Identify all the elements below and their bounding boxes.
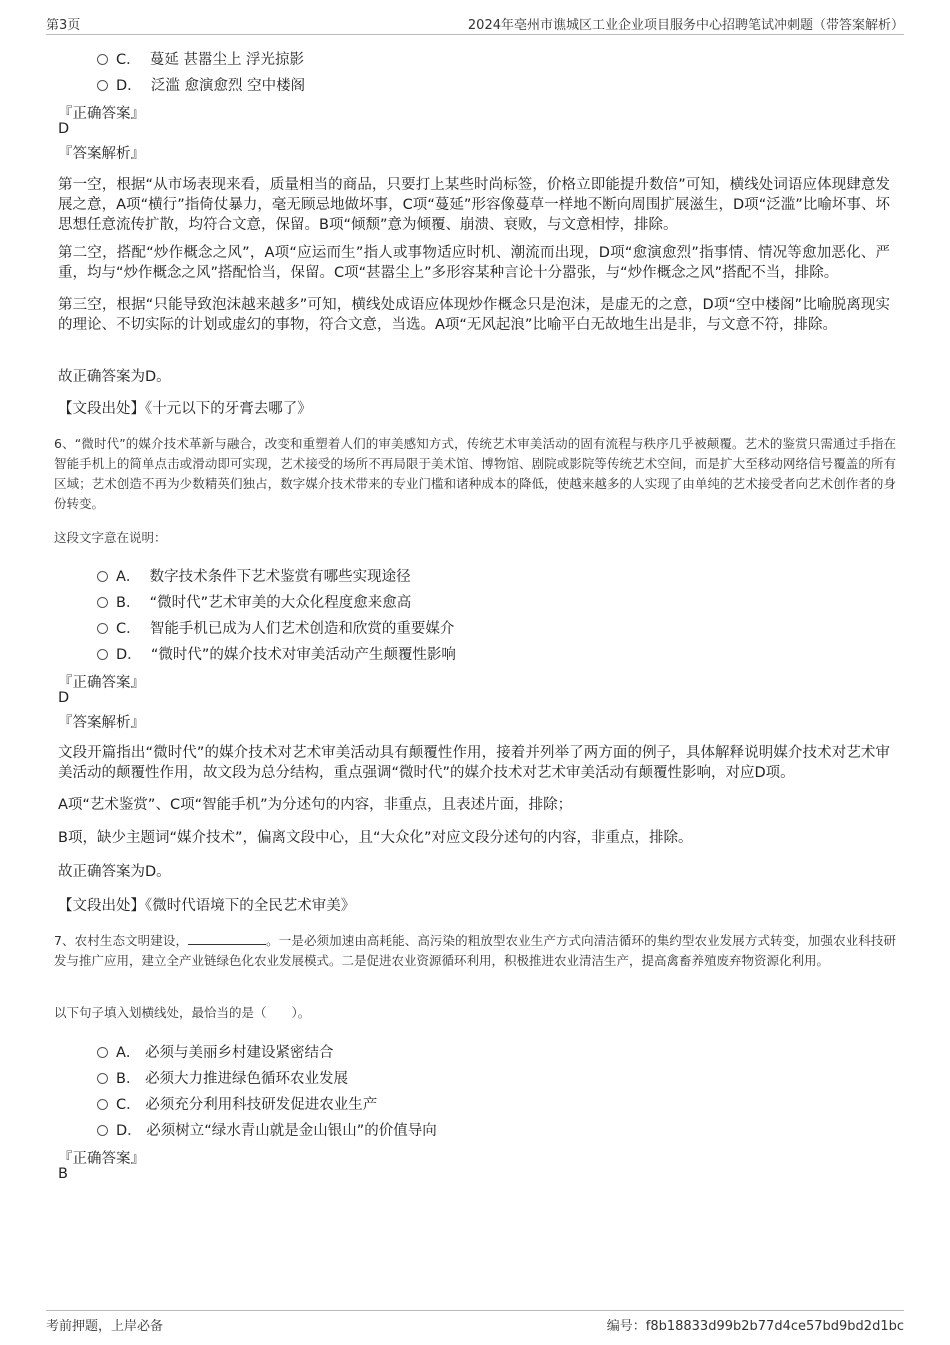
q7-answer: B (58, 1166, 68, 1182)
q6-answer-label: 『正确答案』 (58, 675, 145, 691)
q6-answer: D (58, 690, 70, 706)
q5-conclusion: 故正确答案为D。 (58, 369, 171, 385)
radio-icon[interactable] (97, 623, 108, 634)
q5-option-d[interactable]: D． 泛滥 愈演愈烈 空中楼阁 (97, 74, 305, 95)
radio-icon[interactable] (97, 54, 108, 65)
fill-blank (188, 932, 266, 945)
radio-icon[interactable] (97, 649, 108, 660)
q6-source: 【文段出处】《微时代语境下的全民艺术审美》 (58, 898, 356, 914)
q5-analysis-1: 第一空，根据“从市场表现来看，质量相当的商品，只要打上某些时尚标签，价格立即能提升数倍”可知，横线处词语应体现肆意发展之意，A项“横行”指倚仗暴力，毫无顾忌地做坏事，C项“蔓延”形容像蔓草一样地不断向周围扩展滋生，D项“泛滥”比喻坏事、坏思想任意流传扩散，均符合文意，保留。B项“倾颓”意为倾覆、崩溃、衰败，与文意相悖，排除。 (58, 177, 890, 233)
page-footer (46, 1310, 904, 1335)
q5-option-c[interactable]: C． 蔓延 甚嚣尘上 浮光掠影 (97, 48, 304, 69)
q6-analysis-label: 『答案解析』 (58, 715, 145, 731)
q6-stem: 6、“微时代”的媒介技术革新与融合，改变和重塑着人们的审美感知方式，传统艺术审美活动的固有流程与秩序几乎被颠覆。艺术的鉴赏只需通过手指在智能手机上的简单点击或滑动即可实现，艺术接受的场所不再局限于美术馆、博物馆、剧院或影院等传统艺术空间，而是扩大至移动网络信号覆盖的所有区域；艺术创造不再为少数精英们独占，数字媒介技术带来的专业门槛和诸种成本的降低，使越来越多的人实现了由单纯的艺术接受者向艺术创作者的身份转变。 (54, 436, 896, 511)
q5-source: 【文段出处】《十元以下的牙膏去哪了》 (58, 401, 312, 417)
q7-option-b[interactable]: B． 必须大力推进绿色循环农业发展 (97, 1067, 348, 1088)
q7-stem: 7、农村生态文明建设， 。一是必须加速由高耗能、高污染的粗放型农业生产方式向清洁循环的集约型农业发展方式转变，加强农业科技研发与推广应用，建立全产业链绿色化农业发展模式。二是促进农业资源循环利用，积极推进农业清洁生产，提高禽畜养殖废弃物资源化利用。 (54, 933, 896, 968)
page-number: 第3页 (46, 18, 81, 33)
radio-icon[interactable] (97, 1125, 108, 1136)
q7-option-c[interactable]: C． 必须充分利用科技研发促进农业生产 (97, 1093, 377, 1114)
q7-option-a[interactable]: A． 必须与美丽乡村建设紧密结合 (97, 1041, 334, 1062)
q5-answer-label: 『正确答案』 (58, 106, 145, 122)
radio-icon[interactable] (97, 1099, 108, 1110)
page-header (46, 14, 904, 35)
q6-option-b[interactable]: B． “微时代”艺术审美的大众化程度愈来愈高 (97, 591, 411, 612)
radio-icon[interactable] (97, 571, 108, 582)
radio-icon[interactable] (97, 1073, 108, 1084)
q6-conclusion: 故正确答案为D。 (58, 864, 171, 880)
radio-icon[interactable] (97, 80, 108, 91)
q6-analysis-2: A项“艺术鉴赏”、C项“智能手机”为分述句的内容，非重点，且表述片面，排除； (58, 797, 573, 813)
document-title: 2024年亳州市谯城区工业企业项目服务中心招聘笔试冲刺题（带答案解析） (467, 18, 904, 33)
radio-icon[interactable] (97, 597, 108, 608)
q7-answer-label: 『正确答案』 (58, 1151, 145, 1167)
q7-prompt: 以下句子填入划横线处，最恰当的是（ ）。 (54, 1005, 311, 1020)
q6-analysis-1: 文段开篇指出“微时代”的媒介技术对艺术审美活动具有颠覆性作用，接着并列举了两方面的例子，具体解释说明媒介技术对艺术审美活动的颠覆性作用，故文段为总分结构，重点强调“微时代”的媒介技术对艺术审美活动有颠覆性影响，对应D项。 (58, 745, 890, 781)
q6-option-a[interactable]: A． 数字技术条件下艺术鉴赏有哪些实现途径 (97, 565, 411, 586)
q7-option-d[interactable]: D． 必须树立“绿水青山就是金山银山”的价值导向 (97, 1119, 437, 1140)
q5-analysis-label: 『答案解析』 (58, 146, 145, 162)
q5-analysis-3: 第三空，根据“只能导致泡沫越来越多”可知，横线处成语应体现炒作概念只是泡沫，是虚无的之意，D项“空中楼阁”比喻脱离现实的理论、不切实际的计划或虚幻的事物，符合文意，当选。A项“无风起浪”比喻平白无故地生出是非，与文意不符，排除。 (58, 297, 890, 333)
q5-answer: D (58, 121, 70, 137)
q6-option-c[interactable]: C． 智能手机已成为人们艺术创造和欣赏的重要媒介 (97, 617, 454, 638)
q6-analysis-3: B项，缺少主题词“媒介技术”，偏离文段中心，且“大众化”对应文段分述句的内容，非重点，排除。 (58, 830, 693, 846)
footer-slogan: 考前押题，上岸必备 (46, 1319, 164, 1334)
document-id: 编号：f8b18833d99b2b77d4ce57bd9bd2d1bc (606, 1319, 904, 1334)
q6-prompt: 这段文字意在说明： (54, 530, 167, 545)
q5-analysis-2: 第二空，搭配“炒作概念之风”，A项“应运而生”指人或事物适应时机、潮流而出现，D项“愈演愈烈”指事情、情况等愈加恶化、严重，均与“炒作概念之风”搭配恰当，保留。C项“甚嚣尘上”多形容某种言论十分嚣张，与“炒作概念之风”搭配不当，排除。 (58, 245, 890, 281)
q6-option-d[interactable]: D． “微时代”的媒介技术对审美活动产生颠覆性影响 (97, 643, 456, 664)
radio-icon[interactable] (97, 1047, 108, 1058)
